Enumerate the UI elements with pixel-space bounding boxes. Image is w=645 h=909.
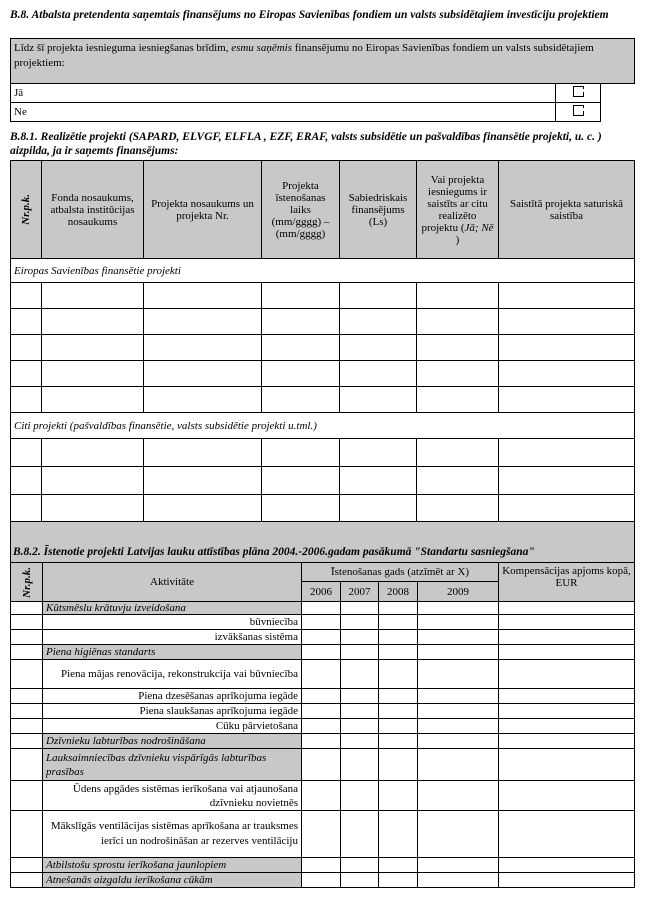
year-2009: 2009 [418,582,499,602]
col-linked-header: Vai projekta iesniegums ir saistīts ar citu realizēto projektu (Jā; Nē ) [417,161,499,259]
table-row[interactable] [11,387,635,413]
year-2007: 2007 [341,582,379,602]
table-row: Dzīvnieku labturības nodrošināšana [11,734,635,749]
table-row[interactable] [11,309,635,335]
section-eu-projects: Eiropas Savienības finansētie projekti [11,259,635,283]
col-fund-header: Fonda nosaukums, atbalsta institūcijas nosaukums [42,161,144,259]
table-row: Piena dzesēšanas aprīkojuma iegāde [11,689,635,704]
table-row: Ūdens apgādes sistēmas ierīkošana vai atjaunošana dzīvnieku novietnēs [11,781,635,811]
option-yes-cell[interactable] [556,84,601,103]
option-no-cell[interactable] [556,103,601,122]
b82-standards-table [10,562,635,888]
b82-col-nr-header: Nr.p.k. [11,563,43,602]
b81-projects-table [10,160,635,523]
table-row: Kūtsmēslu krātuvju izveidošana [11,602,635,615]
option-yes-label: Jā [11,84,556,103]
table-row: Atnešanās aizgaldu ierīkošana cūkām [11,873,635,888]
b8-question: Līdz šī projekta iesnieguma iesniegšanas brīdim, esmu saņēmis finansējumu no Eiropas Savienības fondiem un valsts subsidētajiem projektiem: [11,39,635,84]
table-row: Piena slaukšanas aprīkojuma iegāde [11,704,635,719]
table-row[interactable] [11,467,635,495]
b8-question-table [10,38,635,122]
table-row: Mākslīgās ventilācijas sistēmas aprīkošana ar trauksmes ierīci un nodrošināšan ar rezerves ventilāciju [11,811,635,858]
section-b81-title: B.8.1. Realizētie projekti (SAPARD, ELVGF, ELFLA , EZF, ERAF, valsts subsidētie un pašvaldības finansētie projekti, u. c. ) aizpilda, ja ir saņemts finansējums: [10,131,602,157]
col-nr-header: Nr.p.k. [11,161,42,259]
table-row: Piena mājas renovācija, rekonstrukcija vai būvniecība [11,660,635,689]
table-row: Atbilstošu sprostu ierīkošana jaunlopiem [11,858,635,873]
b82-header-band [10,521,635,564]
section-b82-title: B.8.2. Īstenotie projekti Latvijas lauku attīstības plāna 2004.-2006.gadam pasākumā "Standartu sasniegšana" [13,546,535,558]
checkbox-yes-icon[interactable] [573,86,584,97]
table-row[interactable] [11,361,635,387]
col-funding-header: Sabiedriskais finansējums (Ls) [340,161,417,259]
table-row[interactable] [11,335,635,361]
year-2008: 2008 [379,582,418,602]
b82-col-activity-header: Aktivitāte [43,563,302,602]
col-time-header: Projekta īstenošanas laiks (mm/gggg) – (mm/gggg) [262,161,340,259]
table-row[interactable] [11,439,635,467]
year-2006: 2006 [302,582,341,602]
option-no-label: Ne [11,103,556,122]
table-row[interactable] [11,283,635,309]
b82-col-impl-header: Īstenošanas gads (atzīmēt ar X) [302,563,499,582]
checkbox-no-icon[interactable] [573,105,584,116]
col-project-header: Projekta nosaukums un projekta Nr. [144,161,262,259]
b82-col-comp-header: Kompensācijas apjoms kopā, EUR [499,563,635,602]
table-row: Lauksaimniecības dzīvnieku vispārīgās labturības prasības [11,749,635,781]
table-row: izvākšanas sistēma [11,630,635,645]
table-row[interactable] [11,495,635,523]
col-relation-header: Saistītā projekta saturiskā saistība [499,161,635,259]
section-b8-title: B.8. Atbalsta pretendenta saņemtais finansējums no Eiropas Savienības fondiem un valsts subsidētajiem investīciju projektiem [10,9,609,21]
table-row: būvniecība [11,615,635,630]
section-other-projects: Citi projekti (pašvaldības finansētie, valsts subsidētie projekti u.tml.) [11,413,635,439]
table-row: Piena higiēnas standarts [11,645,635,660]
table-row: Cūku pārvietošana [11,719,635,734]
